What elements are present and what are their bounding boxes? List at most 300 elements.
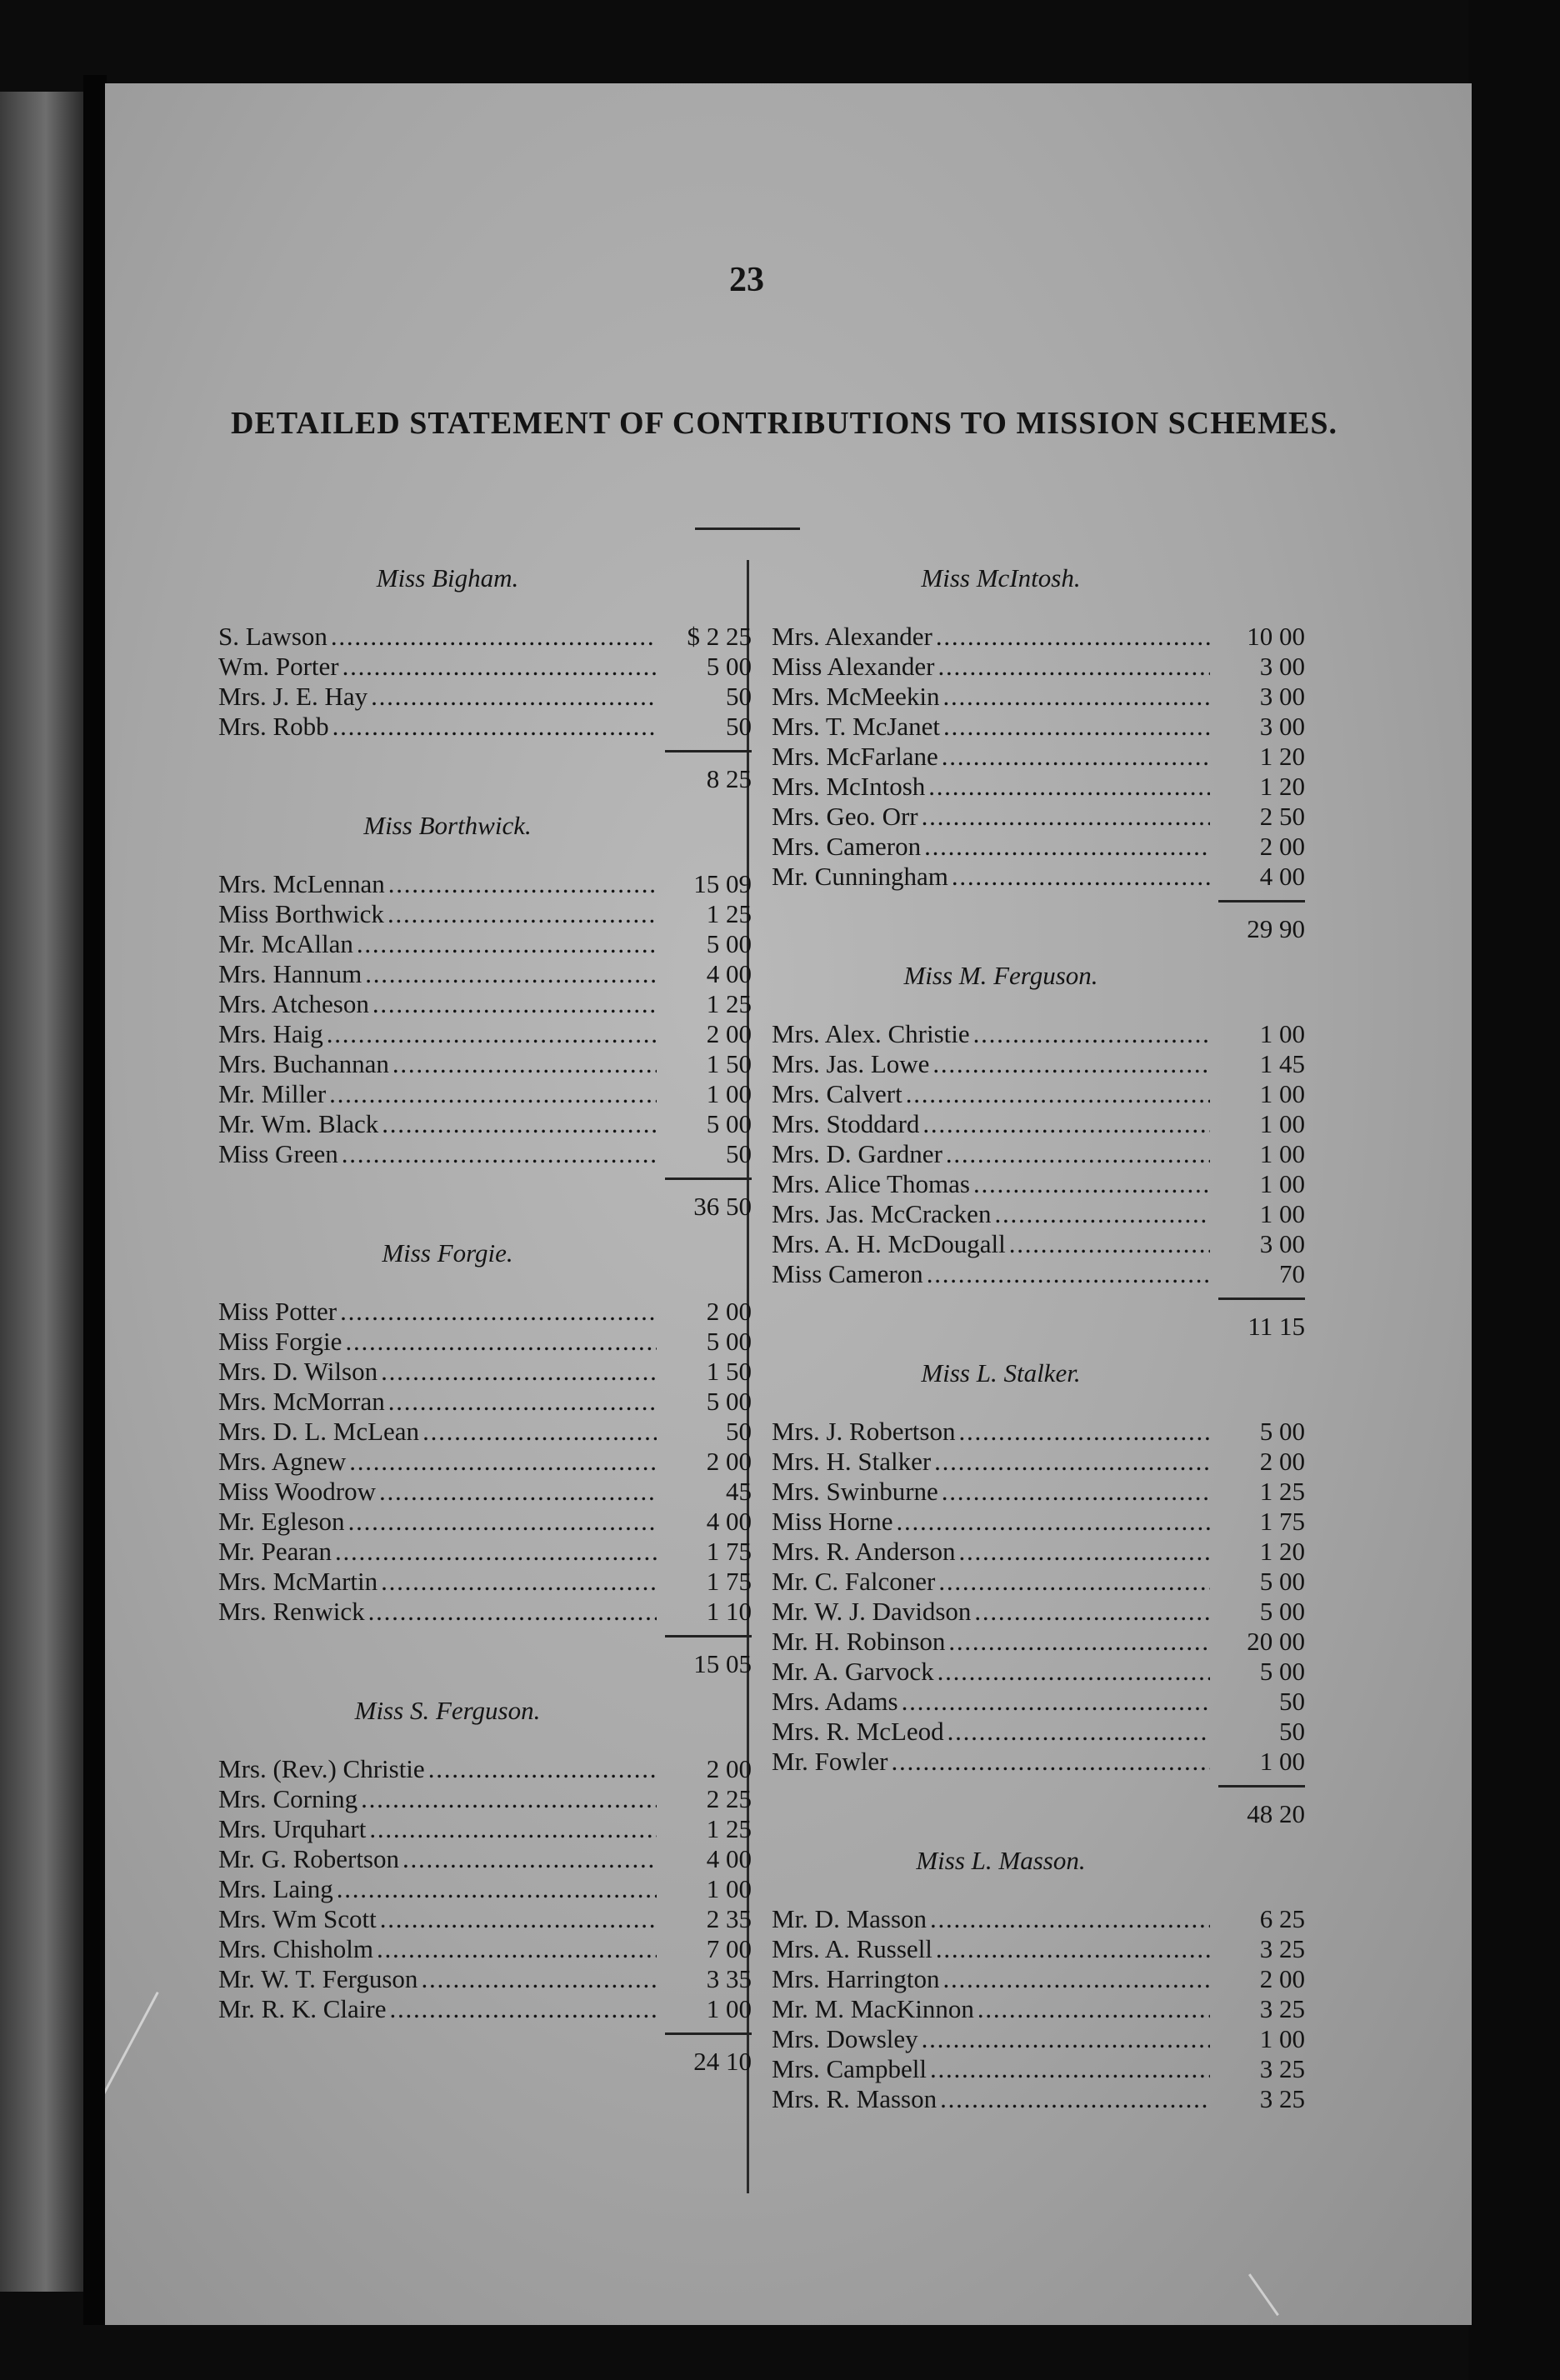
contributor-name: Miss Woodrow [218, 1477, 376, 1506]
contribution-amount: 3 00 [1259, 682, 1305, 711]
dot-leader [377, 1934, 657, 1964]
contributor-name: Mr. Miller [218, 1079, 327, 1108]
contribution-entry [772, 1477, 1305, 1507]
total-rule [1218, 1785, 1305, 1788]
contribution-amount: 50 [726, 712, 752, 741]
contribution-entry [772, 1447, 1305, 1477]
dot-leader [892, 1747, 1211, 1777]
total-rule [1218, 1298, 1305, 1300]
contribution-entry [772, 1259, 1305, 1289]
contributor-name: Mr. McAllan [218, 929, 353, 958]
dot-leader [381, 1567, 657, 1597]
contribution-amount: 1 00 [1259, 1747, 1305, 1776]
block-total: 36 50 [693, 1192, 752, 1221]
contribution-amount: 5 00 [1259, 1567, 1305, 1596]
dot-leader [942, 1964, 1210, 1994]
dot-leader [392, 1049, 657, 1079]
dot-leader [381, 1357, 657, 1387]
contribution-amount: 50 [726, 1417, 752, 1446]
contributor-name: Mr. M. MacKinnon [772, 1994, 974, 2023]
contribution-entry [772, 1537, 1305, 1567]
contributor-name: Mr. D. Masson [772, 1904, 928, 1933]
contribution-entry [218, 1357, 752, 1387]
contributor-name: Mrs. McMartin [218, 1567, 378, 1596]
contributor-name: Mrs. McIntosh [772, 772, 926, 801]
contributor-name: Mr. Pearan [218, 1537, 332, 1566]
total-rule [665, 750, 752, 752]
contribution-entry [218, 1387, 752, 1417]
document-page [105, 83, 1472, 2325]
contribution-amount: 45 [726, 1477, 752, 1506]
contribution-amount: 1 00 [1259, 1199, 1305, 1228]
contribution-block [218, 563, 752, 796]
contribution-entry [218, 899, 752, 929]
contribution-amount: 2 00 [706, 1297, 752, 1326]
contributor-name: Mrs. McFarlane [772, 742, 938, 771]
contribution-amount: 20 00 [1247, 1627, 1305, 1656]
dot-leader [332, 712, 657, 742]
contribution-amount: 3 00 [1259, 652, 1305, 681]
dot-leader [357, 929, 657, 959]
contribution-block [772, 961, 1305, 1343]
contribution-amount: 4 00 [1259, 862, 1305, 891]
contributor-name: Mrs. Agnew [218, 1447, 347, 1476]
dot-leader [942, 742, 1210, 772]
dot-leader [958, 1537, 1210, 1567]
contributor-name: Miss Potter [218, 1297, 338, 1326]
contribution-amount: 10 00 [1247, 622, 1305, 651]
contribution-amount: 50 [1279, 1717, 1305, 1746]
contribution-entry [772, 712, 1305, 742]
contributor-name: Mrs. T. McJanet [772, 712, 941, 741]
contribution-entry [772, 1109, 1305, 1139]
contribution-amount: 6 25 [1259, 1904, 1305, 1933]
dot-leader [365, 959, 657, 989]
contribution-entry [772, 2024, 1305, 2054]
contribution-entry [772, 1627, 1305, 1657]
contribution-entry [218, 1507, 752, 1537]
contributor-name: Mrs. D. Wilson [218, 1357, 378, 1386]
contribution-entry [772, 1747, 1305, 1777]
dot-leader [927, 1259, 1210, 1289]
contributor-name: Mr. A. Garvock [772, 1657, 934, 1686]
dot-leader [942, 682, 1210, 712]
contributor-name: Mrs. Adams [772, 1687, 898, 1716]
block-total: 8 25 [706, 764, 752, 793]
dot-leader [940, 2084, 1210, 2114]
book-gutter [83, 75, 107, 2325]
contribution-amount: 2 35 [706, 1904, 752, 1933]
dot-leader [379, 1477, 657, 1507]
contribution-entry [772, 1169, 1305, 1199]
contribution-entry [772, 1049, 1305, 1079]
dot-leader [335, 1537, 657, 1567]
contribution-entry [772, 1507, 1305, 1537]
contribution-entry [218, 1754, 752, 1784]
dot-leader [372, 989, 657, 1019]
contributor-name: Mrs. McMeekin [772, 682, 940, 711]
contribution-amount: 1 25 [1259, 1477, 1305, 1506]
contribution-amount: 1 75 [706, 1537, 752, 1566]
contribution-amount: 5 00 [706, 929, 752, 958]
dot-leader [932, 1049, 1210, 1079]
page-number: 23 [729, 261, 764, 299]
contributor-name: Mrs. Alex. Christie [772, 1019, 970, 1048]
dot-leader [340, 1297, 657, 1327]
dot-leader [345, 1327, 657, 1357]
contribution-entry [218, 1049, 752, 1079]
contribution-entry [218, 1109, 752, 1139]
dot-leader [906, 1079, 1210, 1109]
dot-leader [922, 2024, 1210, 2054]
contributor-name: Wm. Porter [218, 652, 339, 681]
dot-leader [930, 2054, 1210, 2084]
contribution-amount: 1 75 [706, 1567, 752, 1596]
dot-leader [390, 1994, 658, 2024]
contribution-amount: $ 2 25 [687, 622, 752, 651]
dot-leader [349, 1447, 657, 1477]
dot-leader [382, 1109, 657, 1139]
dot-leader [331, 622, 657, 652]
contribution-amount: 3 35 [706, 1964, 752, 1993]
contribution-amount: 2 50 [1259, 802, 1305, 831]
dot-leader [348, 1507, 657, 1537]
contributor-name: Mrs. Swinburne [772, 1477, 938, 1506]
contribution-entry [218, 1844, 752, 1874]
contributor-name: Mrs. D. Gardner [772, 1139, 942, 1168]
contributor-name: Mrs. Renwick [218, 1597, 365, 1626]
contribution-entry [772, 622, 1305, 652]
dot-leader [928, 772, 1210, 802]
dot-leader [924, 832, 1210, 862]
contribution-entry [218, 1297, 752, 1327]
block-heading: Miss L. Stalker. [921, 1358, 1081, 1388]
scratch-mark [105, 1992, 159, 2132]
dot-leader [337, 1874, 657, 1904]
dot-leader [361, 1784, 657, 1814]
contribution-amount: 70 [1279, 1259, 1305, 1288]
contribution-amount: 1 50 [706, 1049, 752, 1078]
contribution-entry [218, 1019, 752, 1049]
dot-leader [329, 1079, 657, 1109]
contribution-entry [218, 929, 752, 959]
dot-leader [930, 1904, 1210, 1934]
contribution-amount: 1 00 [1259, 1019, 1305, 1048]
contribution-amount: 4 00 [706, 959, 752, 988]
contribution-entry [218, 1964, 752, 1994]
dot-leader [428, 1754, 657, 1784]
contribution-entry [772, 1994, 1305, 2024]
contribution-amount: 1 25 [706, 989, 752, 1018]
dot-leader [388, 899, 657, 929]
block-heading: Miss M. Ferguson. [903, 961, 1098, 990]
contribution-amount: 2 00 [706, 1447, 752, 1476]
contribution-block [772, 1358, 1305, 1831]
contributor-name: Mrs. Corning [218, 1784, 358, 1813]
contribution-amount: 2 25 [706, 1784, 752, 1813]
contribution-amount: 2 00 [1259, 1447, 1305, 1476]
dot-leader [948, 1717, 1210, 1747]
contribution-amount: 4 00 [706, 1844, 752, 1873]
dot-leader [369, 1814, 657, 1844]
contribution-amount: 1 45 [1259, 1049, 1305, 1078]
contribution-entry [772, 1717, 1305, 1747]
contributor-name: Mr. W. J. Davidson [772, 1597, 972, 1626]
dot-leader [934, 1447, 1210, 1477]
contributor-name: Mr. R. K. Claire [218, 1994, 387, 2023]
contributor-name: Mr. C. Falconer [772, 1567, 936, 1596]
dot-leader [952, 862, 1210, 892]
dot-leader [422, 1417, 657, 1447]
contribution-entry [772, 652, 1305, 682]
block-heading: Miss Borthwick. [363, 811, 532, 840]
dot-leader [342, 652, 657, 682]
contribution-amount: 1 00 [1259, 1109, 1305, 1138]
contribution-amount: 1 25 [706, 899, 752, 928]
contributor-name: Miss Forgie [218, 1327, 342, 1356]
contributor-name: Mrs. D. L. McLean [218, 1417, 420, 1446]
contributor-name: Mrs. (Rev.) Christie [218, 1754, 425, 1783]
contribution-block [772, 1846, 1305, 2114]
dot-leader [922, 802, 1210, 832]
contribution-amount: 3 25 [1259, 2084, 1305, 2113]
contributor-name: Mrs. R. Anderson [772, 1537, 956, 1566]
contributor-name: Mrs. Chisholm [218, 1934, 374, 1963]
contribution-amount: 1 10 [706, 1597, 752, 1626]
contribution-entry [772, 1904, 1305, 1934]
contributor-name: Miss Horne [772, 1507, 893, 1536]
dot-leader [368, 1597, 657, 1627]
contribution-amount: 5 00 [706, 1109, 752, 1138]
contribution-entry [218, 652, 752, 682]
dot-leader [973, 1019, 1210, 1049]
contribution-amount: 1 75 [1259, 1507, 1305, 1536]
contribution-entry [772, 1964, 1305, 1994]
dot-leader [342, 1139, 657, 1169]
contribution-amount: 1 00 [706, 1994, 752, 2023]
contribution-amount: 4 00 [706, 1507, 752, 1536]
contributor-name: Mrs. Wm Scott [218, 1904, 377, 1933]
contribution-entry [218, 1327, 752, 1357]
block-heading: Miss S. Ferguson. [354, 1696, 541, 1725]
contribution-entry [218, 1597, 752, 1627]
contribution-entry [772, 1139, 1305, 1169]
contribution-amount: 1 50 [706, 1357, 752, 1386]
contribution-amount: 3 25 [1259, 1994, 1305, 2023]
contribution-entry [218, 1417, 752, 1447]
dot-leader [978, 1994, 1210, 2024]
contributor-name: Mrs. Atcheson [218, 989, 369, 1018]
dot-leader [973, 1169, 1210, 1199]
contributor-name: Mrs. R. Masson [772, 2084, 938, 2113]
contribution-amount: 50 [726, 682, 752, 711]
contribution-block [218, 811, 752, 1223]
contribution-entry [772, 1019, 1305, 1049]
dot-leader [897, 1507, 1210, 1537]
block-heading: Miss McIntosh. [921, 563, 1081, 592]
contributor-name: Mrs. R. McLeod [772, 1717, 944, 1746]
dot-leader [371, 682, 657, 712]
contribution-amount: 5 00 [706, 652, 752, 681]
dot-leader [936, 1934, 1210, 1964]
contribution-entry [772, 1417, 1305, 1447]
dot-leader [938, 1657, 1210, 1687]
page-title: DETAILED STATEMENT OF CONTRIBUTIONS TO MISSION SCHEMES. [231, 406, 1338, 441]
block-heading: Miss Forgie. [382, 1238, 513, 1268]
contribution-entry [218, 1784, 752, 1814]
contribution-block [218, 1696, 752, 2078]
contribution-entry [772, 802, 1305, 832]
total-rule [665, 1178, 752, 1180]
contributor-name: Mrs. A. Russell [772, 1934, 932, 1963]
contributor-name: Mrs. J. Robertson [772, 1417, 956, 1446]
contribution-entry [772, 1687, 1305, 1717]
contribution-amount: 2 00 [706, 1754, 752, 1783]
title-rule [695, 528, 800, 530]
contributor-name: S. Lawson [218, 622, 328, 651]
contribution-entry [772, 1934, 1305, 1964]
contribution-amount: 3 00 [1259, 1229, 1305, 1258]
contributor-name: Miss Cameron [772, 1259, 923, 1288]
dot-leader [943, 712, 1210, 742]
contributor-name: Mrs. Alice Thomas [772, 1169, 970, 1198]
contributor-name: Mrs. Stoddard [772, 1109, 920, 1138]
right-column [772, 558, 1305, 2129]
contribution-amount: 5 00 [706, 1327, 752, 1356]
dot-leader [380, 1904, 657, 1934]
total-rule [665, 1635, 752, 1638]
contributor-name: Mrs. Campbell [772, 2054, 927, 2083]
contribution-amount: 1 00 [1259, 1169, 1305, 1198]
contributor-name: Mrs. McLennan [218, 869, 385, 898]
contribution-entry [218, 1567, 752, 1597]
left-column [218, 558, 752, 2093]
contributor-name: Mr. G. Robertson [218, 1844, 399, 1873]
contribution-amount: 50 [1279, 1687, 1305, 1716]
contributor-name: Miss Green [218, 1139, 338, 1168]
contribution-entry [218, 869, 752, 899]
contributor-name: Mrs. Cameron [772, 832, 922, 861]
contribution-entry [772, 832, 1305, 862]
block-total: 24 10 [693, 2047, 752, 2076]
contributor-name: Mrs. Urquhart [218, 1814, 367, 1843]
contribution-block [772, 563, 1305, 946]
contribution-entry [218, 1904, 752, 1934]
contribution-entry [218, 1814, 752, 1844]
contribution-entry [218, 989, 752, 1019]
contributor-name: Mrs. Haig [218, 1019, 323, 1048]
dot-leader [402, 1844, 657, 1874]
contributor-name: Mrs. Calvert [772, 1079, 902, 1108]
contributor-name: Mrs. Jas. Lowe [772, 1049, 930, 1078]
contributor-name: Mrs. Buchannan [218, 1049, 389, 1078]
block-total: 29 90 [1247, 914, 1305, 943]
contributor-name: Mrs. Alexander [772, 622, 932, 651]
contribution-entry [218, 1079, 752, 1109]
block-heading: Miss L. Masson. [916, 1846, 1086, 1875]
contribution-amount: 2 00 [1259, 832, 1305, 861]
contributor-name: Mrs. Geo. Orr [772, 802, 918, 831]
contribution-amount: 15 09 [693, 869, 752, 898]
contributor-name: Mrs. Harrington [772, 1964, 940, 1993]
dot-leader [327, 1019, 657, 1049]
contribution-amount: 5 00 [1259, 1597, 1305, 1626]
contribution-amount: 1 00 [706, 1079, 752, 1108]
total-rule [665, 2032, 752, 2035]
contribution-amount: 5 00 [1259, 1657, 1305, 1686]
contribution-entry [218, 1994, 752, 2024]
contribution-amount: 1 25 [706, 1814, 752, 1843]
contributor-name: Miss Borthwick [218, 899, 384, 928]
contributor-name: Mr. W. T. Ferguson [218, 1964, 418, 1993]
contribution-amount: 1 20 [1259, 1537, 1305, 1566]
contribution-amount: 3 00 [1259, 712, 1305, 741]
total-rule [1218, 900, 1305, 902]
contributor-name: Mr. Fowler [772, 1747, 888, 1776]
contributor-name: Mr. H. Robinson [772, 1627, 946, 1656]
contributor-name: Mr. Wm. Black [218, 1109, 379, 1138]
dot-leader [388, 1387, 657, 1417]
contributor-name: Mrs. Laing [218, 1874, 333, 1903]
contribution-entry [772, 862, 1305, 892]
contributor-name: Mrs. Robb [218, 712, 329, 741]
contributor-name: Mrs. A. H. McDougall [772, 1229, 1006, 1258]
dot-leader [948, 1627, 1210, 1657]
contribution-entry [218, 682, 752, 712]
contribution-entry [218, 1934, 752, 1964]
contribution-entry [218, 1477, 752, 1507]
contribution-entry [772, 742, 1305, 772]
contribution-amount: 1 00 [1259, 2024, 1305, 2053]
contributor-name: Mrs. J. E. Hay [218, 682, 368, 711]
contribution-entry [772, 1229, 1305, 1259]
dot-leader [388, 869, 657, 899]
contribution-entry [218, 1447, 752, 1477]
contribution-amount: 50 [726, 1139, 752, 1168]
facing-page-edge [0, 92, 83, 2292]
dot-leader [974, 1597, 1210, 1627]
contributor-name: Miss Alexander [772, 652, 935, 681]
contribution-amount: 1 20 [1259, 772, 1305, 801]
contribution-amount: 1 00 [1259, 1079, 1305, 1108]
contribution-amount: 7 00 [706, 1934, 752, 1963]
contribution-entry [772, 1597, 1305, 1627]
contribution-amount: 1 20 [1259, 742, 1305, 771]
block-heading: Miss Bigham. [376, 563, 519, 592]
contributor-name: Mrs. Jas. McCracken [772, 1199, 992, 1228]
contribution-entry [772, 1567, 1305, 1597]
contribution-amount: 2 00 [706, 1019, 752, 1048]
block-total: 11 15 [1248, 1312, 1305, 1341]
dot-leader [994, 1199, 1210, 1229]
dot-leader [942, 1477, 1210, 1507]
scan-background [1468, 0, 1560, 2380]
contribution-entry [218, 1874, 752, 1904]
contributor-name: Mrs. McMorran [218, 1387, 385, 1416]
contribution-entry [218, 1139, 752, 1169]
contribution-entry [772, 682, 1305, 712]
contribution-entry [218, 1537, 752, 1567]
contributor-name: Mrs. H. Stalker [772, 1447, 932, 1476]
dot-leader [938, 1567, 1210, 1597]
scratch-mark [1248, 2273, 1279, 2316]
dot-leader [938, 652, 1210, 682]
contributor-name: Mr. Cunningham [772, 862, 948, 891]
contribution-entry [218, 622, 752, 652]
contribution-block [218, 1238, 752, 1681]
dot-leader [902, 1687, 1210, 1717]
dot-leader [1009, 1229, 1210, 1259]
